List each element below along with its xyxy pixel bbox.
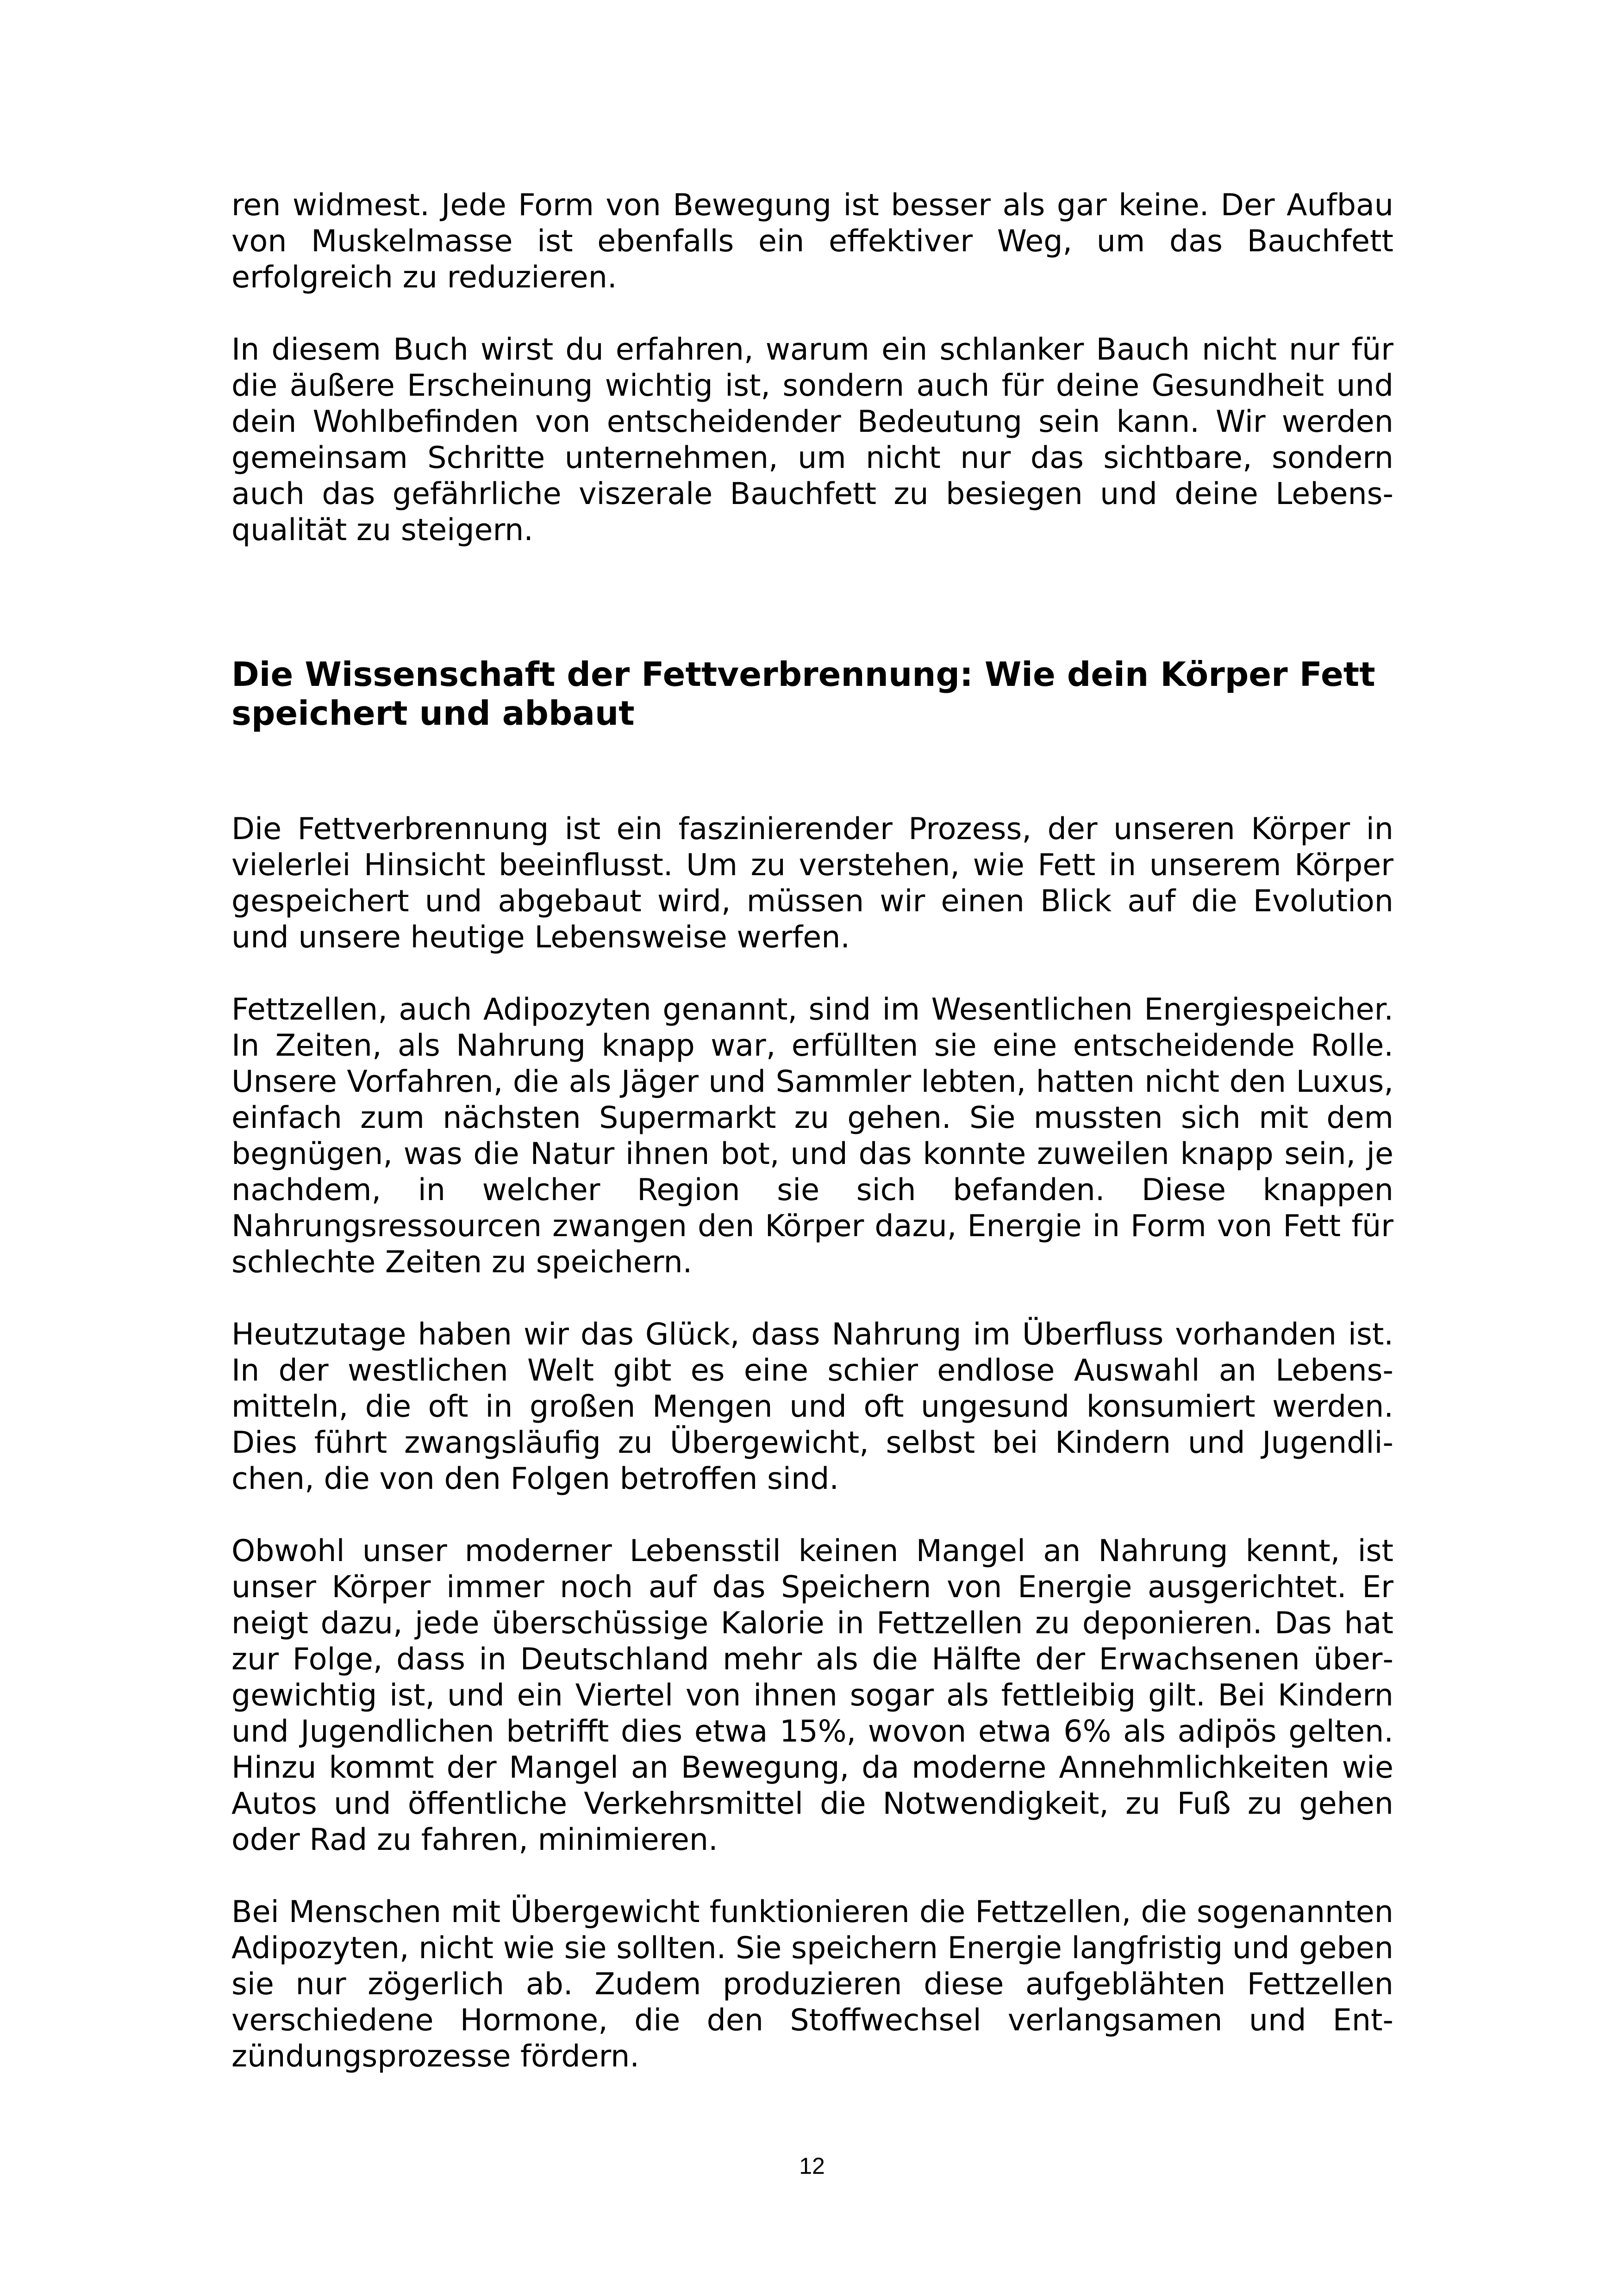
paragraph-top-1: ren widmest. Jede Form von Bewegung ist besser als gar keine. Der Aufbau von Muskelmasse ist ebenfalls ein effektiver Weg, um das Bauchfett erfolgreich zu reduzieren. (231, 188, 1393, 295)
paragraph-main-2: Fettzellen, auch Adipozyten genannt, sind im Wesentlichen Energiespeicher. In Zeiten, als Nahrung knapp war, erfüllten sie eine entscheidende Rolle. Unsere Vorfahren, die als Jäger und Sammler lebten, hatten nicht den Luxus, einfach zum nächsten Supermarkt zu gehen. Sie mussten sich mit dem begnügen, was die Natur ihnen bot, und das konnte zuweilen knapp sein, je nachdem, in welcher Region sie sich befanden. Diese knappen Nahrungsressourcen zwangen den Körper dazu, Energie in Form von Fett für schlechte Zeiten zu speichern. (231, 992, 1393, 1280)
paragraph-main-5: Bei Menschen mit Übergewicht funktionieren die Fettzellen, die sogenannten Adipozyten, nicht wie sie sollten. Sie speichern Energie langfristig und geben sie nur zögerlich ab. Zudem produzieren diese aufgeblähten Fettzellen verschiedene Hormone, die den Stoffwechsel verlangsamen und Entzündungsprozesse fördern. (231, 1895, 1393, 2074)
section-heading: Die Wissenschaft der Fettverbrennung: Wie dein Körper Fett speichert und abbaut (231, 655, 1375, 733)
paragraph-main-4: Obwohl unser moderner Lebensstil keinen Mangel an Nahrung kennt, ist unser Körper immer noch auf das Speichern von Energie ausgerichtet. Er neigt dazu, jede überschüssige Kalorie in Fettzellen zu deponieren. Das hat zur Folge, dass in Deutschland mehr als die Hälfte der Erwachsenen übergewichtig ist, und ein Viertel von ihnen sogar als fettleibig gilt. Bei Kindern und Jugendlichen betrifft dies etwa 15%, wovon etwa 6% als adipös gelten. Hinzu kommt der Mangel an Bewegung, da moderne Annehmlichkeiten wie Autos und öffentliche Verkehrsmittel die Notwendigkeit, zu Fuß zu gehen oder Rad zu fahren, minimieren. (231, 1534, 1393, 1857)
paragraph-main-3: Heutzutage haben wir das Glück, dass Nahrung im Überfluss vorhanden ist. In der westlichen Welt gibt es eine schier endlose Auswahl an Lebensmitteln, die oft in großen Mengen und oft ungesund konsumiert werden. Dies führt zwangsläufig zu Übergewicht, selbst bei Kindern und Jugendlichen, die von den Folgen betroffen sind. (231, 1317, 1393, 1496)
paragraph-top-2: In diesem Buch wirst du erfahren, warum ein schlanker Bauch nicht nur für die äußere Erscheinung wichtig ist, sondern auch für deine Gesundheit und dein Wohlbefinden von entscheidender Bedeutung sein kann. Wir werden gemeinsam Schritte unternehmen, um nicht nur das sichtbare, sondern auch das gefährliche viszerale Bauchfett zu besiegen und deine Lebensqualität zu steigern. (231, 332, 1393, 548)
page-number: 12 (799, 2153, 825, 2179)
paragraph-main-1: Die Fettverbrennung ist ein faszinierender Prozess, der unseren Körper in vielerlei Hinsicht beeinflusst. Um zu verstehen, wie Fett in unserem Körper gespeichert und abgebaut wird, müssen wir einen Blick auf die Evolution und unsere heutige Lebensweise werfen. (231, 812, 1393, 955)
page-body (231, 187, 1393, 2075)
